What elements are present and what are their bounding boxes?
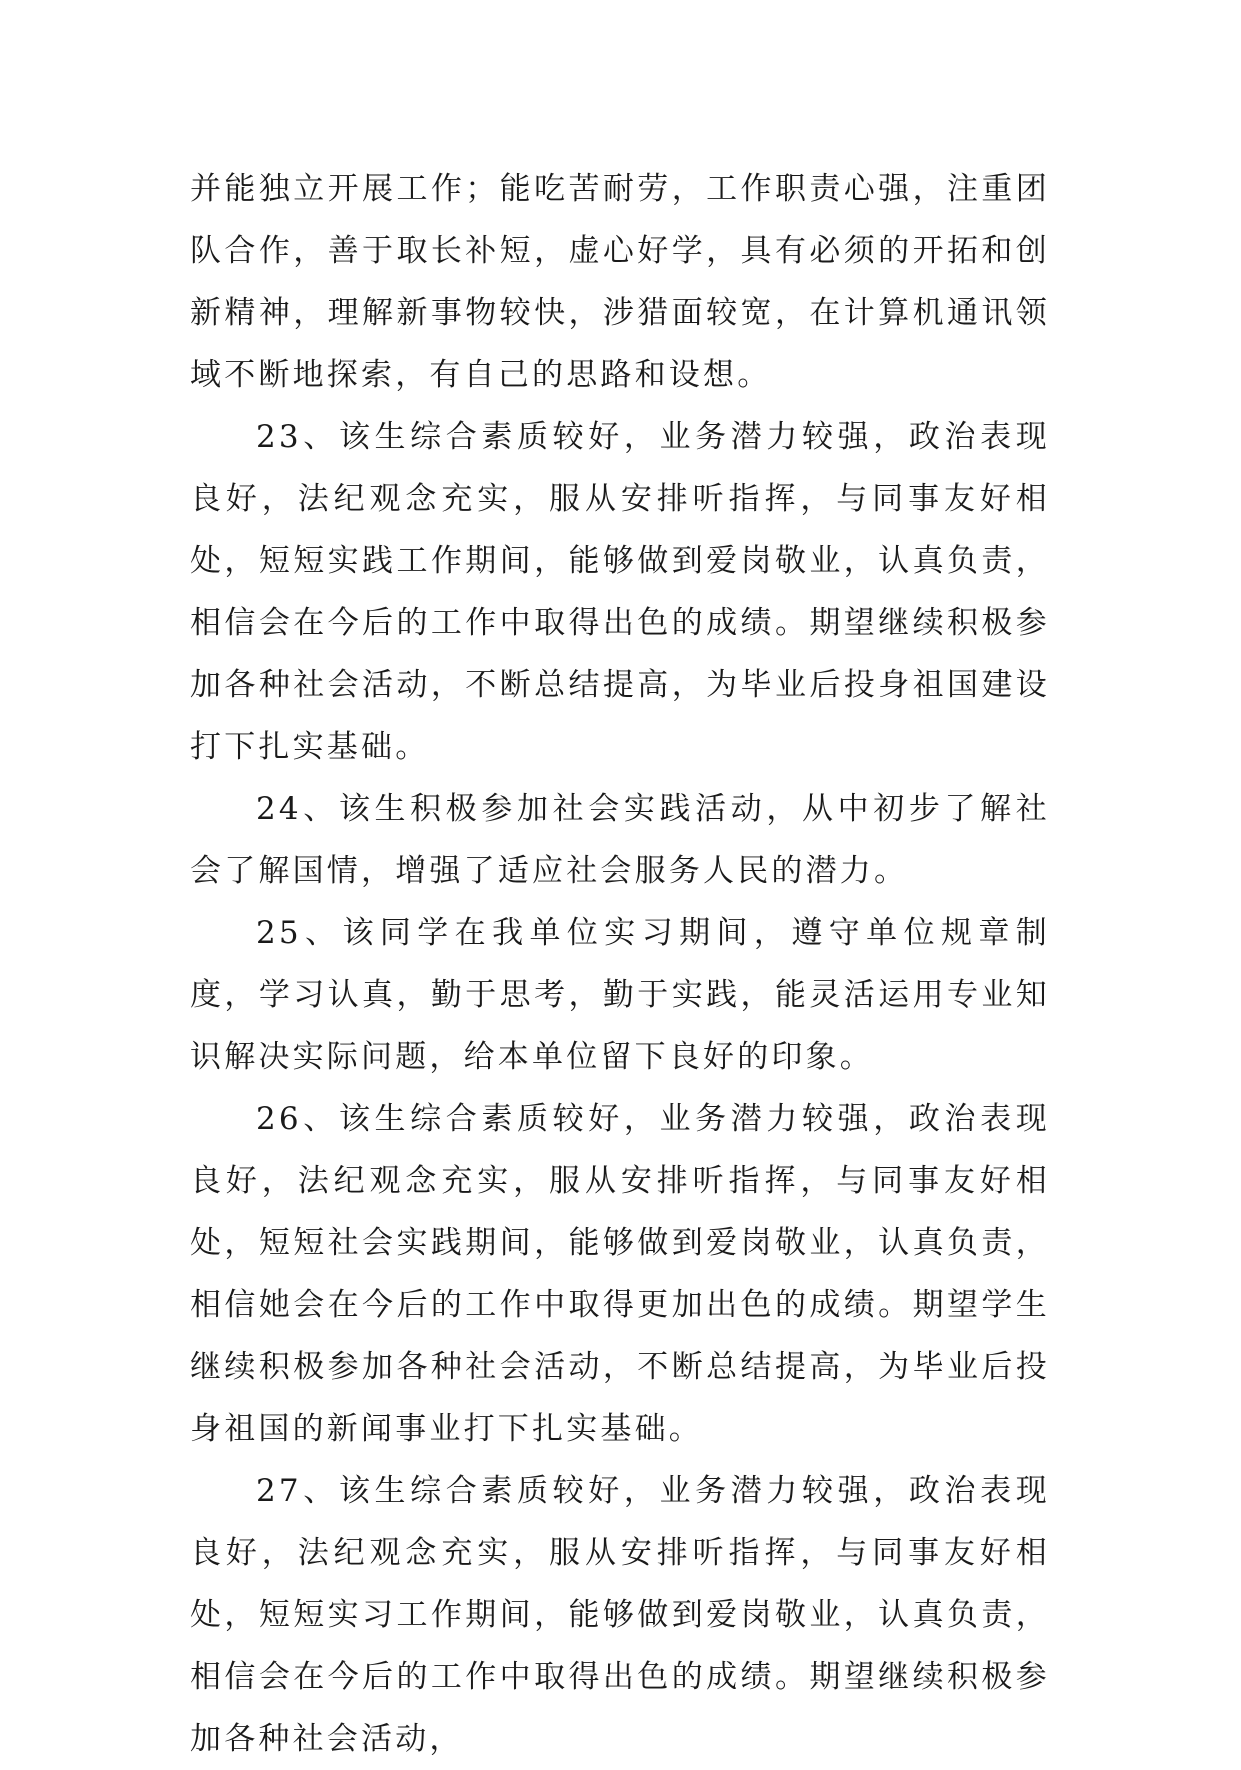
paragraph-25: 25、该同学在我单位实习期间，遵守单位规章制度，学习认真，勤于思考，勤于实践，能灵活运用专业知识解决实际问题，给本单位留下良好的印象。: [190, 915, 1050, 1075]
paragraph-27: 27、该生综合素质较好，业务潜力较强，政治表现良好，法纪观念充实，服从安排听指挥，与同事友好相处，短短实习工作期间，能够做到爱岗敬业，认真负责，相信会在今后的工作中取得出色的成绩。期望继续积极参加各种社会活动，: [190, 1473, 1050, 1757]
paragraph-continuation: 并能独立开展工作；能吃苦耐劳，工作职责心强，注重团队合作，善于取长补短，虚心好学，具有必须的开拓和创新精神，理解新事物较快，涉猎面较宽，在计算机通讯领域不断地探索，有自己的思路和设想。: [190, 171, 1050, 393]
document-body: [190, 158, 1050, 1770]
paragraph-26: 26、该生综合素质较好，业务潜力较强，政治表现良好，法纪观念充实，服从安排听指挥，与同事友好相处，短短社会实践期间，能够做到爱岗敬业，认真负责，相信她会在今后的工作中取得更加出色的成绩。期望学生继续积极参加各种社会活动，不断总结提高，为毕业后投身祖国的新闻事业打下扎实基础。: [190, 1101, 1050, 1447]
paragraph-23: 23、该生综合素质较好，业务潜力较强，政治表现良好，法纪观念充实，服从安排听指挥，与同事友好相处，短短实践工作期间，能够做到爱岗敬业，认真负责，相信会在今后的工作中取得出色的成绩。期望继续积极参加各种社会活动，不断总结提高，为毕业后投身祖国建设打下扎实基础。: [190, 419, 1050, 765]
paragraph-24: 24、该生积极参加社会实践活动，从中初步了解社会了解国情，增强了适应社会服务人民的潜力。: [190, 791, 1050, 889]
